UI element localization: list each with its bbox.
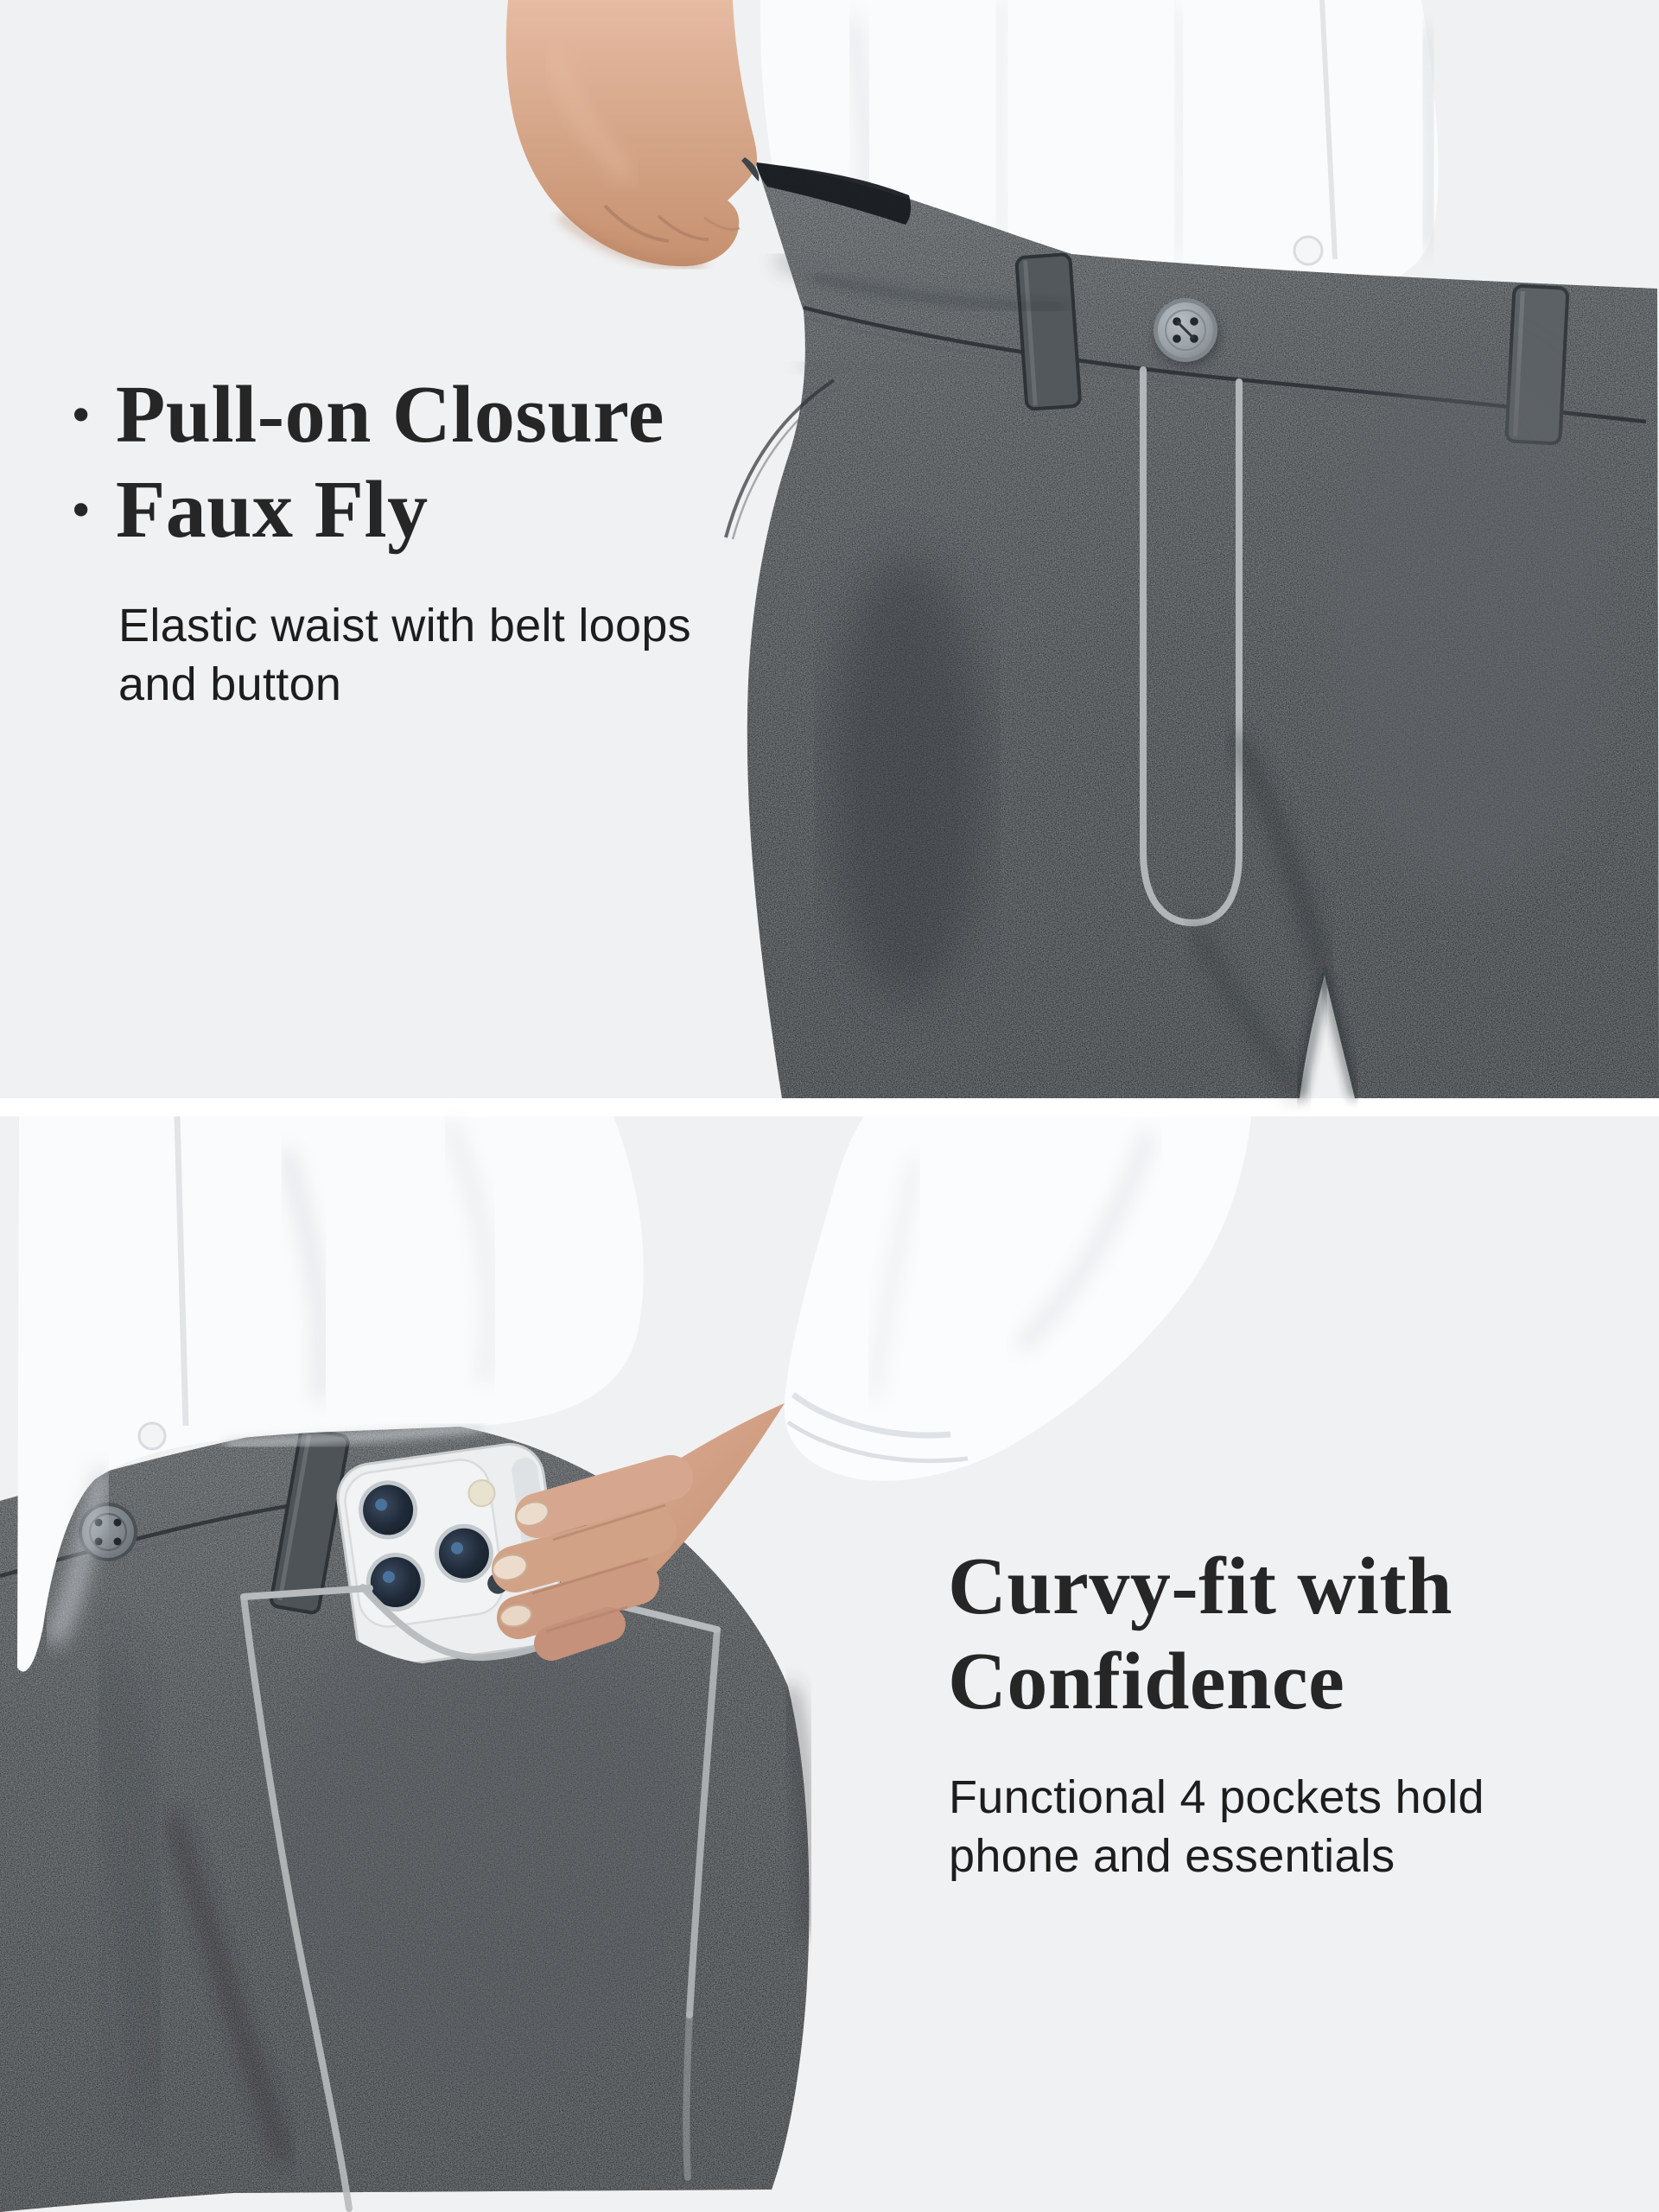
panel1-heading-line2: · Faux Fly — [67, 465, 429, 555]
panel2-heading — [948, 1539, 1452, 1729]
panel1-heading — [67, 367, 664, 557]
panel1-desc-line2: and button — [118, 658, 342, 710]
panel2-heading-line2: Confidence — [948, 1637, 1345, 1726]
pants-top-panel — [726, 162, 1659, 1098]
panel2-desc-line2: phone and essentials — [949, 1830, 1395, 1882]
shirt-button — [1294, 237, 1322, 264]
belt-loop-left — [1016, 254, 1080, 410]
panel2-heading-line1: Curvy-fit with — [948, 1541, 1452, 1631]
panel1-desc-line1: Elastic waist with belt loops — [118, 600, 691, 652]
panel2-desc-line1: Functional 4 pockets hold — [949, 1771, 1484, 1823]
panel2-description — [949, 1768, 1484, 1885]
shirt-button — [139, 1423, 165, 1449]
panel1-description — [118, 596, 691, 714]
panel1-heading-line1: · Pull-on Closure — [67, 370, 664, 460]
